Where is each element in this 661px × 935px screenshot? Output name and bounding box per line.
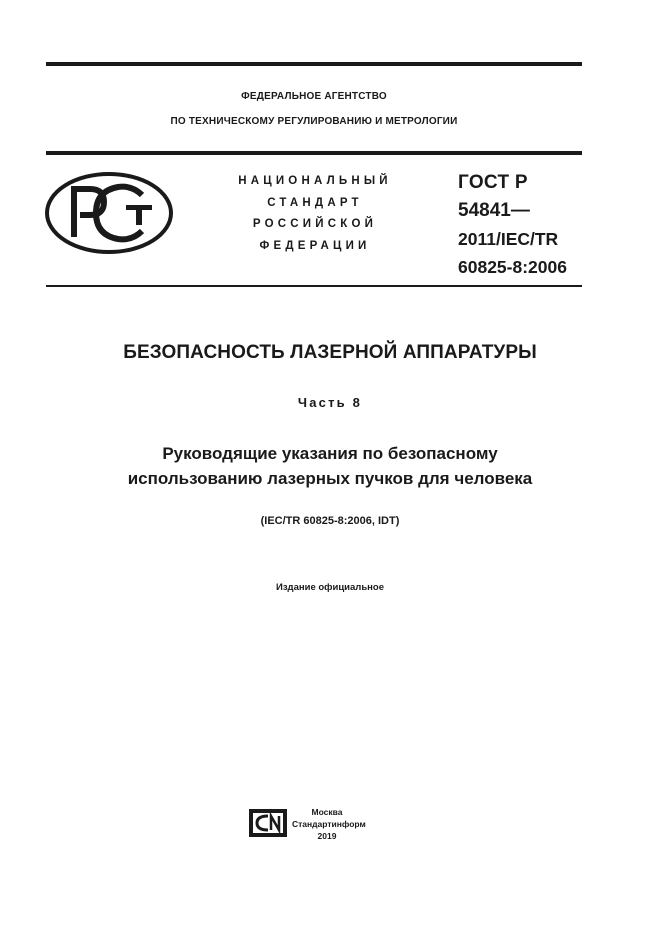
document-subtitle: [46, 441, 614, 491]
thin-rule: [46, 285, 582, 287]
rst-logo-icon: [44, 171, 174, 255]
publisher-name: Стандартинформ: [292, 819, 366, 829]
publisher-year: 2019: [317, 831, 337, 841]
document-title: БЕЗОПАСНОСТЬ ЛАЗЕРНОЙ АППАРАТУРЫ: [123, 342, 537, 363]
designation-line-3: 2011/IEC/TR: [458, 229, 559, 249]
designation-line-2: 54841—: [458, 200, 530, 221]
standard-type-line-4: ФЕДЕРАЦИИ: [259, 239, 371, 252]
standartinform-logo-icon: [248, 808, 288, 838]
subtitle-line-2: использованию лазерных пучков для человека: [127, 469, 533, 488]
standard-designation: [458, 169, 598, 281]
designation-line-4: 60825-8:2006: [458, 257, 567, 277]
equivalence-note: (IEC/TR 60825-8:2006, IDT): [260, 515, 400, 527]
middle-rule: [46, 151, 582, 155]
standard-type-line-3: РОССИЙСКОЙ: [252, 218, 378, 230]
standard-type-line-2: СТАНДАРТ: [267, 196, 363, 209]
designation-line-1: ГОСТ Р: [458, 172, 528, 193]
part-number: Часть 8: [297, 395, 363, 410]
agency-line-1: ФЕДЕРАЛЬНОЕ АГЕНТСТВО: [241, 91, 387, 102]
publisher-info: [292, 806, 366, 842]
subtitle-line-1: Руководящие указания по безопасному: [162, 444, 498, 463]
standard-type-line-1: НАЦИОНАЛЬНЫЙ: [238, 175, 392, 187]
top-rule: [46, 62, 582, 66]
standard-type: [205, 171, 425, 257]
agency-line-2: ПО ТЕХНИЧЕСКОМУ РЕГУЛИРОВАНИЮ И МЕТРОЛОГИИ: [170, 116, 458, 127]
publisher-city: Москва: [311, 807, 343, 817]
edition-note: Издание официальное: [276, 582, 384, 593]
